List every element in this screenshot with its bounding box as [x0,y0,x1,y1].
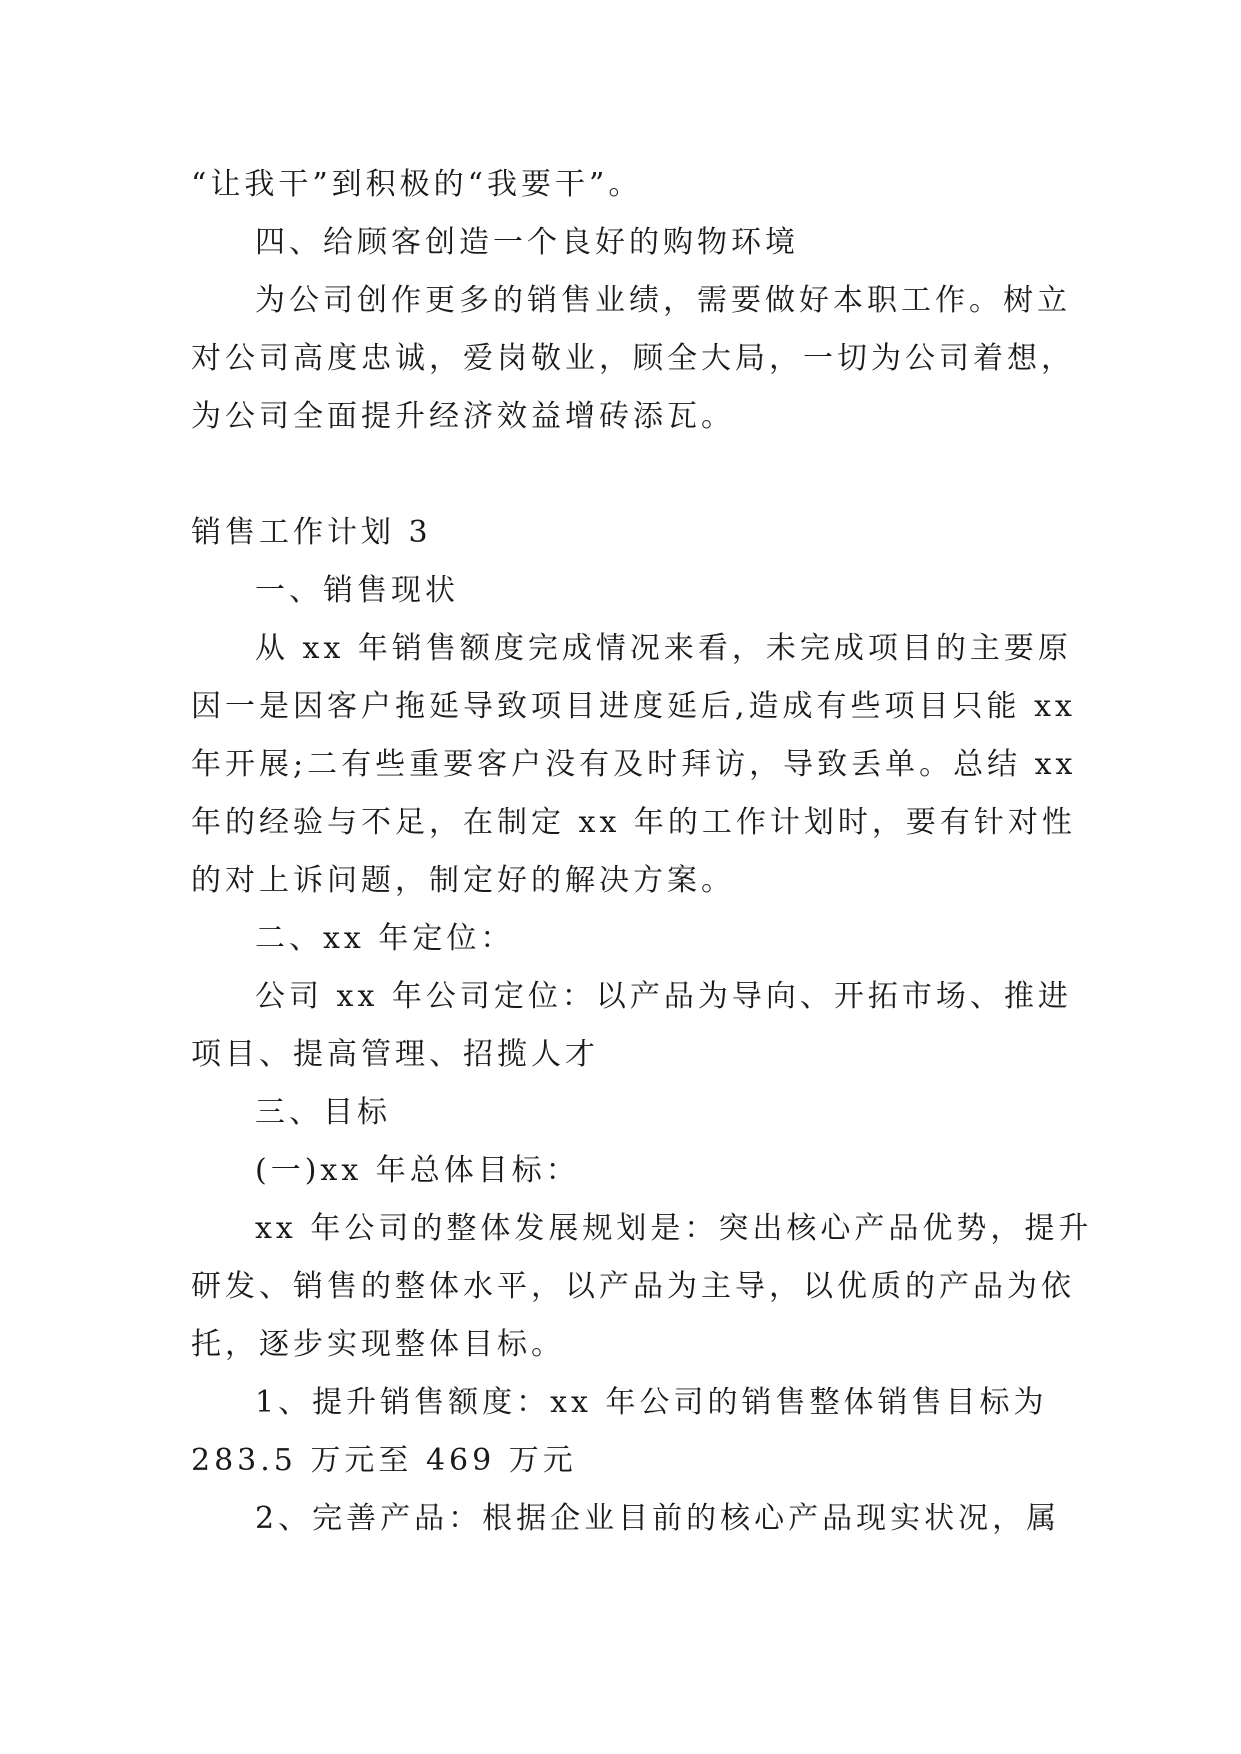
section4-paragraph [191,272,1075,446]
continuation-paragraph [191,156,1051,214]
text-line: 托，逐步实现整体目标。 [191,1327,565,1362]
text-line: 研发、销售的整体水平，以产品为主导，以优质的产品为依 [191,1269,1075,1304]
text-line: 为公司全面提升经济效益增砖添瓦。 [191,399,735,434]
text-line: 年的经验与不足，在制定 xx 年的工作计划时，要有针对性 [191,805,1076,840]
text-line: xx 年公司的整体发展规划是：突出核心产品优势，提升 [255,1211,1093,1246]
text-line: 从 xx 年销售额度完成情况来看，未完成项目的主要原 [255,631,1072,666]
plan3-item-1 [191,1374,1051,1490]
title-text: 销售工作计划 3 [191,515,432,550]
heading-text: 三、目标 [255,1095,391,1130]
text-line: 公司 xx 年公司定位：以产品为导向、开拓市场、推进 [255,979,1072,1014]
heading-text: 二、xx 年定位： [255,921,515,956]
plan3-paragraph-1 [191,620,1077,910]
plan3-heading-1 [191,562,1051,620]
text-line: 283.5 万元至 469 万元 [191,1443,577,1478]
section4-heading [191,214,1051,272]
heading-text: 一、销售现状 [255,573,459,608]
text-line: “让我干”到积极的“我要干”。 [191,167,643,202]
text-line: 因一是因客户拖延导致项目进度延后,造成有些项目只能 xx [191,689,1076,724]
text-line: 的对上诉问题，制定好的解决方案。 [191,863,735,898]
text-line: 项目、提高管理、招揽人才 [191,1037,599,1072]
plan3-subheading-1 [191,1142,1051,1200]
plan3-heading-3 [191,1084,1051,1142]
subheading-text: (一)xx 年总体目标： [255,1153,580,1188]
text-line: 对公司高度忠诚，爱岗敬业，顾全大局，一切为公司着想， [191,341,1075,376]
text-line: 2、完善产品：根据企业目前的核心产品现实状况，属 [255,1501,1061,1536]
plan3-item-2 [191,1490,1061,1548]
text-line: 年开展;二有些重要客户没有及时拜访，导致丢单。总结 xx [191,747,1077,782]
plan3-paragraph-2 [191,968,1072,1084]
plan3-title [191,504,1051,562]
heading-text: 四、给顾客创造一个良好的购物环境 [255,225,799,260]
plan3-heading-2 [191,910,1051,968]
text-line: 为公司创作更多的销售业绩，需要做好本职工作。树立 [255,283,1071,318]
text-line: 1、提升销售额度：xx 年公司的销售整体销售目标为 [255,1385,1048,1420]
plan3-paragraph-3 [191,1200,1093,1374]
